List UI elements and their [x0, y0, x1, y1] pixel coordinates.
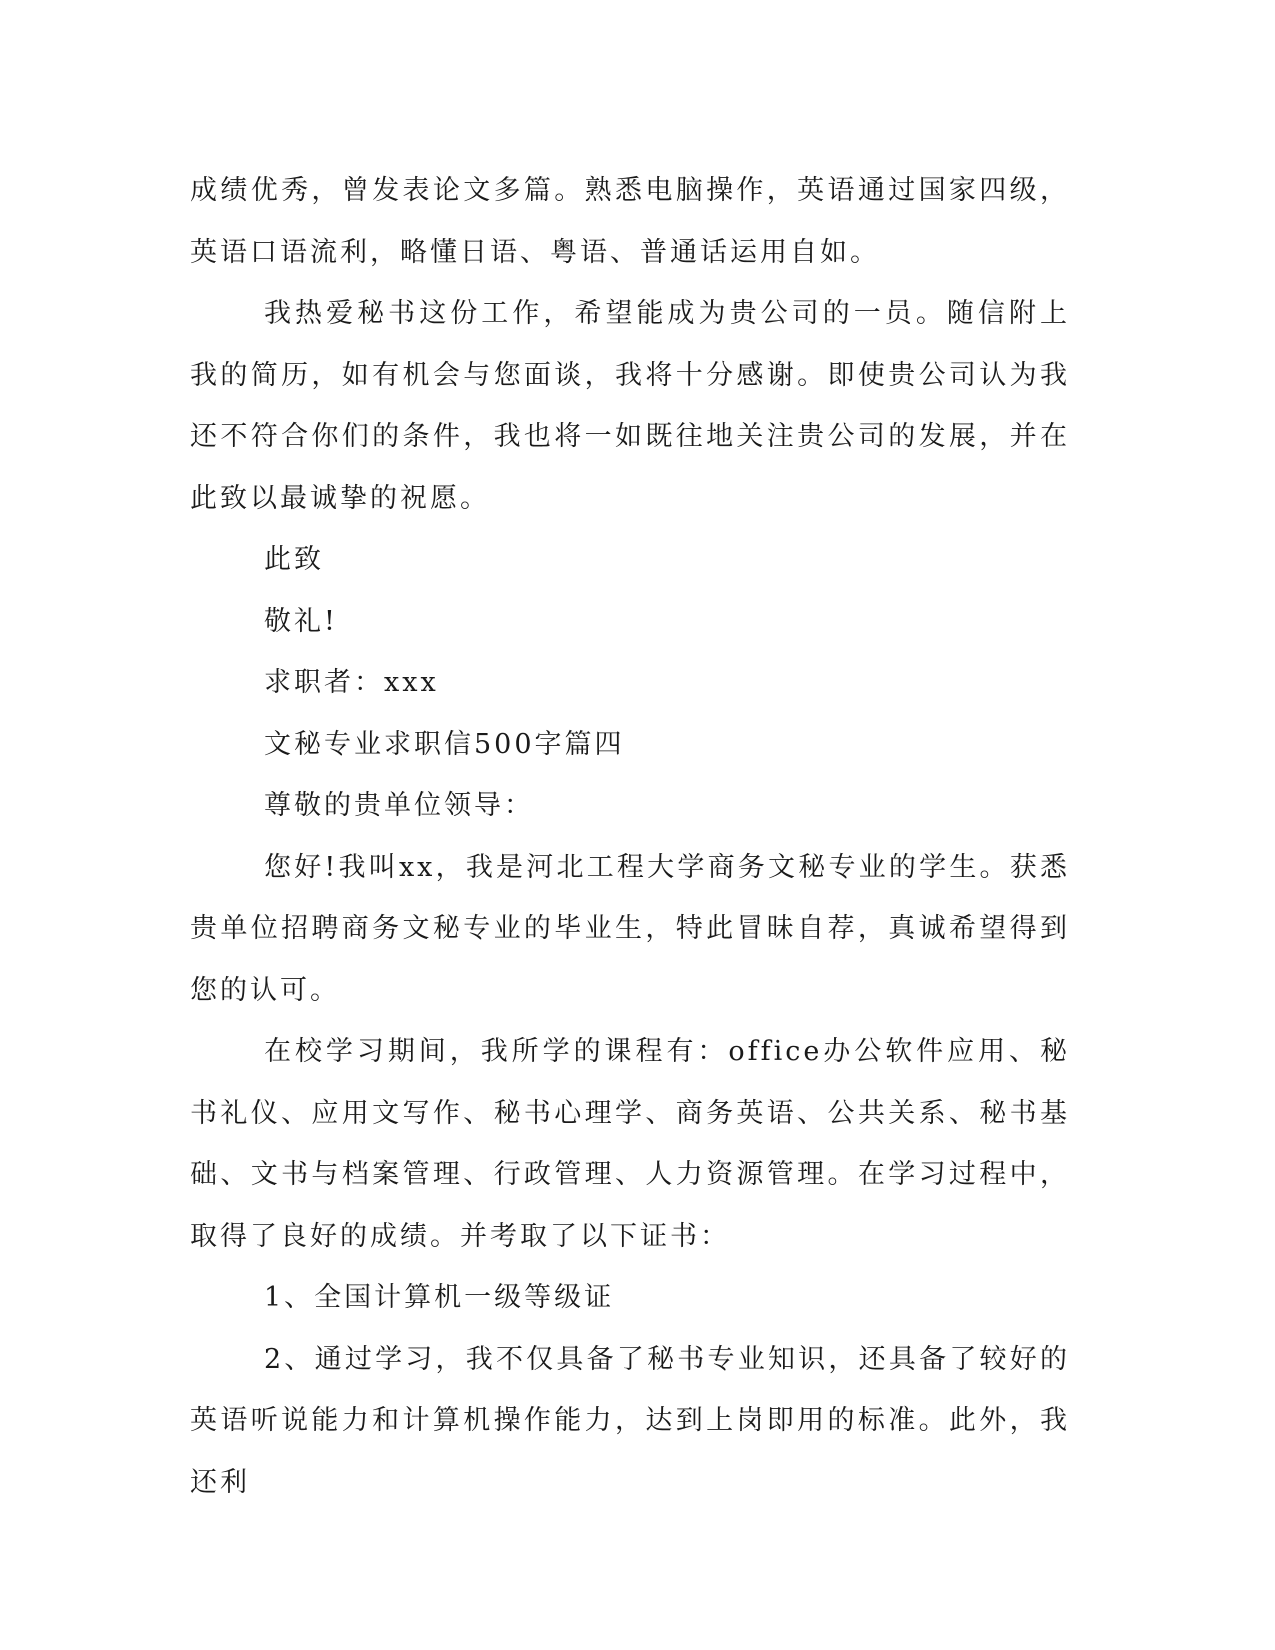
salutation-ci-zhi: 此致 [264, 544, 324, 575]
paragraph-introduction: 您好!我叫xx，我是河北工程大学商务文秘专业的学生。获悉贵单位招聘商务文秘专业的毕业生，特此冒昧自荐，真诚希望得到您的认可。 [190, 851, 1070, 1006]
certificate-item-1: 1、全国计算机一级等级证 [264, 1282, 615, 1313]
certificate-item-2: 2、通过学习，我不仅具备了秘书专业知识，还具备了较好的英语听说能力和计算机操作能力，达到上岗即用的标准。此外，我还利 [190, 1343, 1070, 1498]
letter-body [190, 160, 1070, 1513]
paragraph-courses: 在校学习期间，我所学的课程有：office办公软件应用、秘书礼仪、应用文写作、秘书心理学、商务英语、公共关系、秘书基础、文书与档案管理、行政管理、人力资源管理。在学习过程中，取得了良好的成绩。并考取了以下证书： [190, 1036, 1070, 1252]
salutation-jing-li: 敬礼! [264, 605, 338, 637]
signature-applicant: 求职者：xxx [264, 667, 439, 698]
paragraph-continuation: 成绩优秀，曾发表论文多篇。熟悉电脑操作，英语通过国家四级，英语口语流利，略懂日语、粤语、普通话运用自如。 [190, 175, 1070, 268]
paragraph-closing: 我热爱秘书这份工作，希望能成为贵公司的一员。随信附上我的简历，如有机会与您面谈，我将十分感谢。即使贵公司认为我还不符合你们的条件，我也将一如既往地关注贵公司的发展，并在此致以最诚挚的祝愿。 [190, 298, 1070, 514]
greeting-line: 尊敬的贵单位领导： [264, 790, 534, 821]
section-heading: 文秘专业求职信500字篇四 [264, 728, 625, 760]
